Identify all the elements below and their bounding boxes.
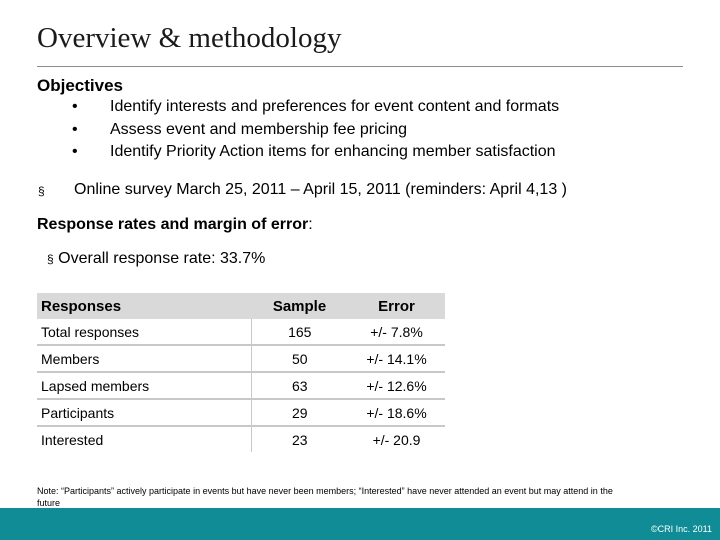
objective-text: Identify Priority Action items for enhancing member satisfaction [110, 143, 556, 160]
bullet-icon: • [72, 98, 78, 115]
error-cell: +/- 20.9 [372, 431, 421, 448]
objective-text: Identify interests and preferences for event content and formats [110, 98, 560, 115]
table-row [37, 372, 445, 399]
sample-cell: 29 [251, 399, 348, 426]
responses-table [37, 293, 445, 452]
bullet-icon: • [72, 121, 78, 138]
footnote: Note: “Participants” actively participate in events but have never been members; “Interested” have never attended an event but may attend in the future [37, 486, 613, 508]
responses-cell: Members [37, 345, 251, 372]
table-header-row [37, 293, 445, 319]
overall-response-rate [47, 250, 265, 268]
column-header-responses: Responses [37, 293, 251, 319]
error-cell: +/- 18.6% [348, 399, 445, 426]
table-row [37, 319, 445, 345]
error-cell: +/- 12.6% [348, 372, 445, 399]
responses-cell: Lapsed members [37, 372, 251, 399]
error-cell: +/- 14.1% [348, 345, 445, 372]
error-cell: +/- 7.8% [348, 319, 445, 345]
objective-text: Assess event and membership fee pricing [110, 121, 408, 138]
response-rates-heading-colon: : [308, 216, 313, 233]
sample-cell: 50 [251, 345, 348, 372]
objectives-heading: Objectives [37, 76, 123, 95]
responses-cell: Participants [37, 399, 251, 426]
sample-cell: 23 [291, 431, 308, 448]
table-row [37, 345, 445, 372]
column-header-sample: Sample [251, 293, 348, 319]
table-row [37, 399, 445, 426]
copyright-text: ©CRI Inc. 2011 [651, 524, 712, 534]
response-rates-heading [37, 216, 313, 234]
title-divider [37, 66, 683, 67]
bullet-icon: • [72, 143, 78, 160]
responses-cell: Total responses [37, 319, 251, 345]
footer-bar [0, 508, 720, 540]
column-header-error: Error [348, 293, 445, 319]
sample-cell: 63 [251, 372, 348, 399]
overall-response-rate-text: Overall response rate: 33.7% [58, 250, 266, 267]
survey-description: Online survey March 25, 2011 – April 15, 2011 (reminders: April 4,13 ) [74, 181, 567, 198]
responses-cell: Interested [37, 426, 251, 452]
response-rates-heading-text: Response rates and margin of error [37, 216, 309, 233]
square-bullet-icon: § [47, 252, 54, 266]
square-bullet-icon: § [38, 184, 45, 198]
table-row [37, 426, 445, 452]
sample-cell: 165 [251, 319, 348, 345]
slide-title: Overview & methodology [37, 22, 342, 54]
